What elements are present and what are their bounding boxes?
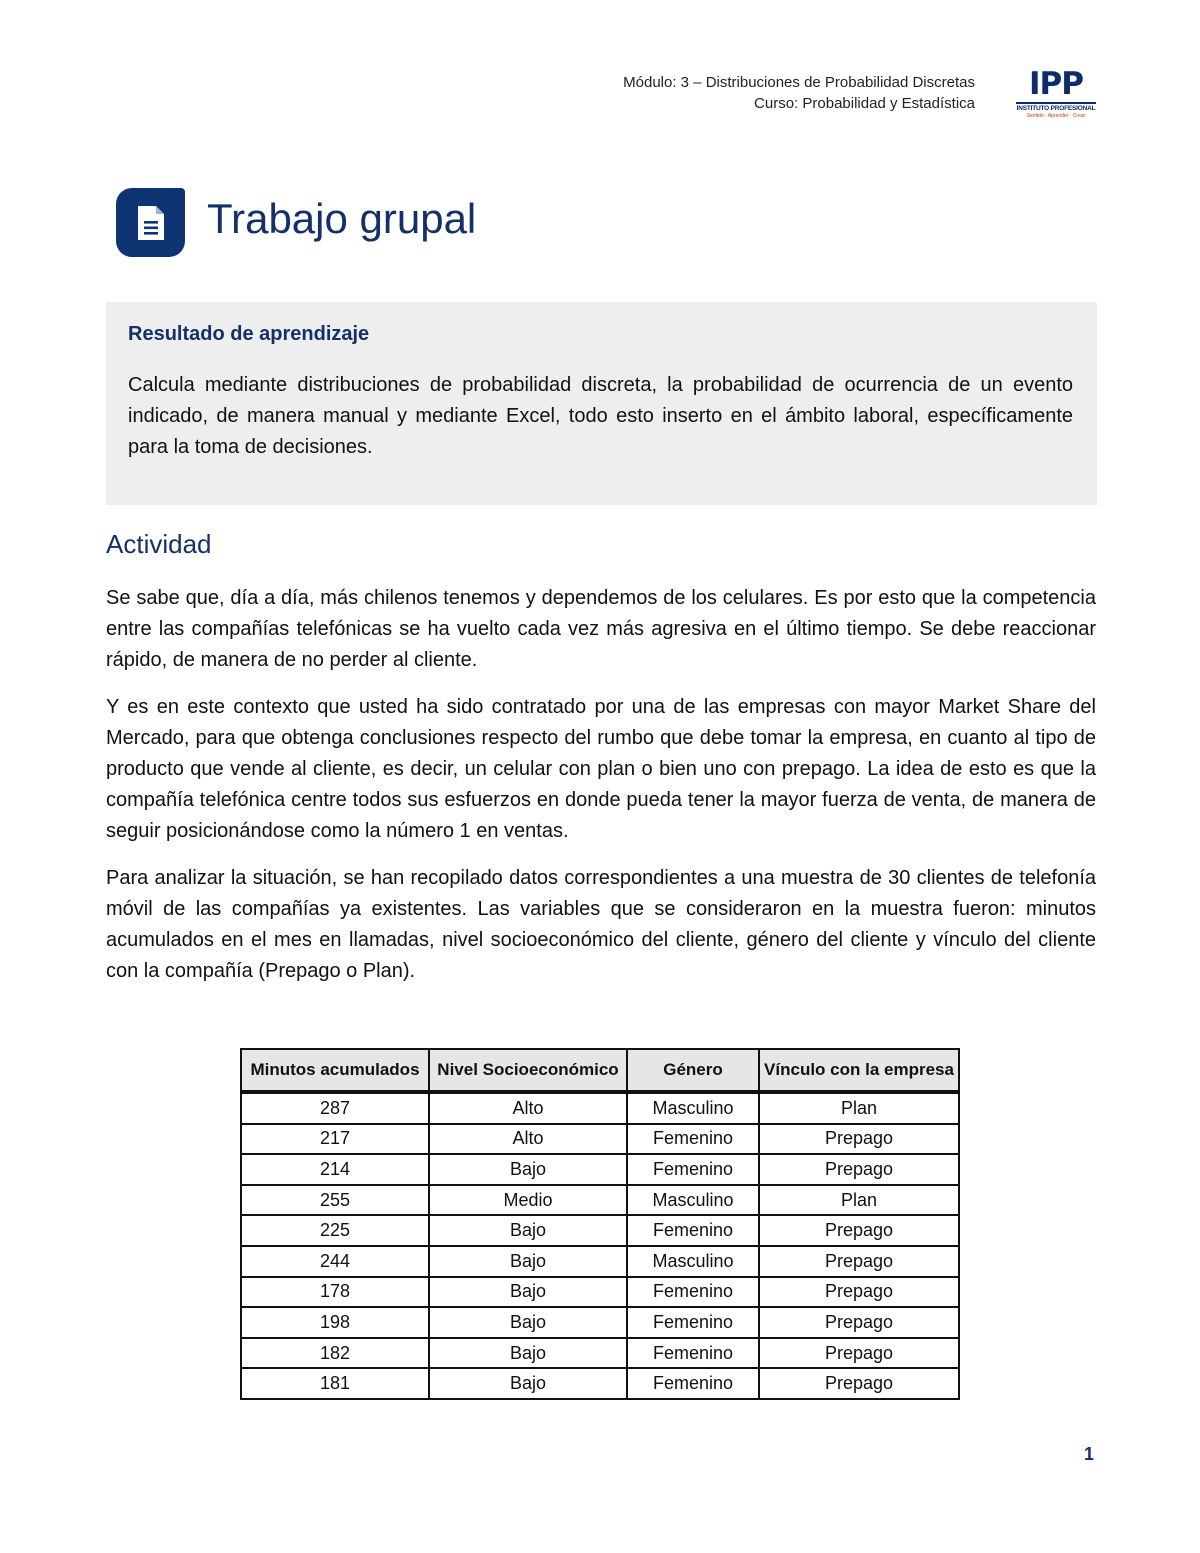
cell-genero: Femenino	[627, 1307, 759, 1338]
learning-outcome-heading: Resultado de aprendizaje	[128, 323, 370, 345]
cell-genero: Femenino	[627, 1368, 759, 1399]
cell-vinculo: Prepago	[759, 1215, 959, 1246]
cell-vinculo: Plan	[759, 1185, 959, 1216]
cell-minutos: 255	[241, 1185, 429, 1216]
cell-vinculo: Prepago	[759, 1154, 959, 1185]
cell-genero: Femenino	[627, 1154, 759, 1185]
table-row	[241, 1215, 959, 1246]
table-row	[241, 1092, 959, 1124]
cell-minutos: 214	[241, 1154, 429, 1185]
cell-vinculo: Prepago	[759, 1124, 959, 1155]
cell-nivel: Bajo	[429, 1277, 627, 1308]
cell-genero: Masculino	[627, 1185, 759, 1216]
table-row	[241, 1154, 959, 1185]
col-header-vinculo: Vínculo con la empresa	[759, 1049, 959, 1092]
cell-vinculo: Prepago	[759, 1368, 959, 1399]
cell-genero: Femenino	[627, 1124, 759, 1155]
activity-paragraph: Y es en este contexto que usted ha sido contratado por una de las empresas con mayor Market Share del Mercado, para que obtenga conclusiones respecto del rumbo que debe tomar la empresa, en cuanto al tipo de producto que vende al cliente, es decir, un celular con plan o bien uno con prepago. La idea de esto es que la compañía telefónica centre todos sus esfuerzos en donde pueda tener la mayor fuerza de venta, de manera de seguir posicionándose como la número 1 en ventas.	[106, 696, 1096, 842]
cell-genero: Masculino	[627, 1092, 759, 1124]
header-module: Módulo: 3 – Distribuciones de Probabilidad Discretas	[623, 74, 975, 91]
col-header-nivel: Nivel Socioeconómico	[429, 1049, 627, 1092]
cell-minutos: 244	[241, 1246, 429, 1277]
cell-vinculo: Prepago	[759, 1277, 959, 1308]
cell-vinculo: Prepago	[759, 1338, 959, 1369]
page-number: 1	[1083, 1444, 1094, 1464]
cell-minutos: 182	[241, 1338, 429, 1369]
table-row	[241, 1246, 959, 1277]
cell-vinculo: Plan	[759, 1092, 959, 1124]
cell-nivel: Bajo	[429, 1307, 627, 1338]
table-row	[241, 1368, 959, 1399]
activity-heading: Actividad	[106, 529, 212, 559]
table-header-row	[241, 1049, 959, 1092]
cell-genero: Femenino	[627, 1215, 759, 1246]
table-row	[241, 1307, 959, 1338]
table-row	[241, 1124, 959, 1155]
page-title: Trabajo grupal	[207, 195, 477, 242]
logo-sub-text: INSTITUTO PROFESIONAL	[1016, 102, 1096, 112]
cell-nivel: Alto	[429, 1092, 627, 1124]
page-header	[623, 72, 975, 114]
cell-nivel: Bajo	[429, 1338, 627, 1369]
cell-nivel: Bajo	[429, 1154, 627, 1185]
activity-paragraph: Para analizar la situación, se han recopilado datos correspondientes a una muestra de 30 clientes de telefonía móvil de las compañías ya existentes. Las variables que se consideraron en la muestra fueron: minutos acumulados en el mes en llamadas, nivel socioeconómico del cliente, género del cliente y vínculo del cliente con la compañía (Prepago o Plan).	[106, 867, 1096, 982]
cell-minutos: 287	[241, 1092, 429, 1124]
table-row	[241, 1338, 959, 1369]
activity-body	[106, 583, 1096, 1003]
logo-main-text: IPP	[1029, 66, 1083, 102]
cell-nivel: Bajo	[429, 1246, 627, 1277]
header-course: Curso: Probabilidad y Estadística	[754, 95, 975, 112]
logo-tagline: Sentido · Aprender · Crear	[1026, 113, 1086, 119]
col-header-genero: Género	[627, 1049, 759, 1092]
client-data-table	[240, 1048, 960, 1400]
cell-nivel: Medio	[429, 1185, 627, 1216]
table-row	[241, 1277, 959, 1308]
cell-genero: Masculino	[627, 1246, 759, 1277]
cell-nivel: Bajo	[429, 1215, 627, 1246]
activity-paragraph: Se sabe que, día a día, más chilenos tenemos y dependemos de los celulares. Es por esto que la competencia entre las compañías telefónicas se ha vuelto cada vez más agresiva en el último tiempo. Se debe reaccionar rápido, de manera de no perder al cliente.	[106, 587, 1096, 671]
cell-minutos: 198	[241, 1307, 429, 1338]
col-header-minutos: Minutos acumulados	[241, 1049, 429, 1092]
table-row	[241, 1185, 959, 1216]
cell-genero: Femenino	[627, 1338, 759, 1369]
cell-minutos: 225	[241, 1215, 429, 1246]
cell-nivel: Alto	[429, 1124, 627, 1155]
cell-vinculo: Prepago	[759, 1307, 959, 1338]
cell-nivel: Bajo	[429, 1368, 627, 1399]
cell-genero: Femenino	[627, 1277, 759, 1308]
cell-minutos: 178	[241, 1277, 429, 1308]
document-icon	[116, 188, 185, 257]
cell-vinculo: Prepago	[759, 1246, 959, 1277]
learning-outcome-box	[106, 302, 1097, 505]
cell-minutos: 217	[241, 1124, 429, 1155]
ipp-logo	[1016, 68, 1096, 122]
learning-outcome-text: Calcula mediante distribuciones de probabilidad discreta, la probabilidad de ocurrencia de un evento indicado, de manera manual y mediante Excel, todo esto inserto en el ámbito laboral, específicamente para la toma de decisiones.	[128, 374, 1073, 458]
cell-minutos: 181	[241, 1368, 429, 1399]
